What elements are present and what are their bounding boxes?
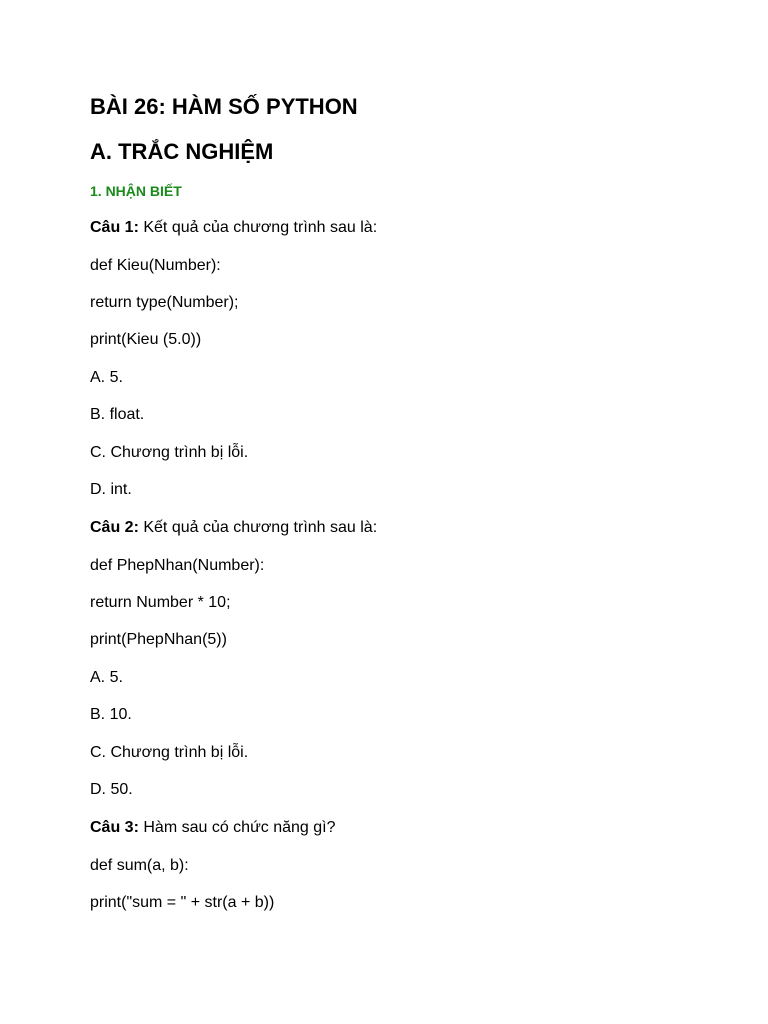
question-prompt: Kết quả của chương trình sau là: <box>143 519 378 536</box>
code-line: def PhepNhan(Number): <box>90 557 265 574</box>
code-line: print(Kieu (5.0)) <box>90 331 202 348</box>
code-line: print("sum = " + str(a + b)) <box>90 894 275 911</box>
question-label: Câu 1: <box>90 219 139 236</box>
answer-option: C. Chương trình bị lỗi. <box>90 444 249 461</box>
subsection-heading: 1. NHẬN BIẾT <box>90 183 182 199</box>
code-line: def Kieu(Number): <box>90 257 221 274</box>
code-line: print(PhepNhan(5)) <box>90 631 227 648</box>
answer-option: A. 5. <box>90 369 123 386</box>
answer-option: D. 50. <box>90 781 133 798</box>
question-prompt: Kết quả của chương trình sau là: <box>143 219 378 236</box>
code-line: return Number * 10; <box>90 594 231 611</box>
question-prompt: Hàm sau có chức năng gì? <box>143 819 336 836</box>
answer-option: B. float. <box>90 406 145 423</box>
question-3 <box>90 818 336 838</box>
question-label: Câu 3: <box>90 819 139 836</box>
question-2 <box>90 518 377 538</box>
answer-option: C. Chương trình bị lỗi. <box>90 744 249 761</box>
question-1 <box>90 218 377 238</box>
question-label: Câu 2: <box>90 519 139 536</box>
document-title: BÀI 26: HÀM SỐ PYTHON <box>90 94 358 119</box>
code-line: def sum(a, b): <box>90 857 189 874</box>
answer-option: B. 10. <box>90 706 132 723</box>
section-heading: A. TRẮC NGHIỆM <box>90 139 274 164</box>
answer-option: A. 5. <box>90 669 123 686</box>
answer-option: D. int. <box>90 481 132 498</box>
code-line: return type(Number); <box>90 294 239 311</box>
